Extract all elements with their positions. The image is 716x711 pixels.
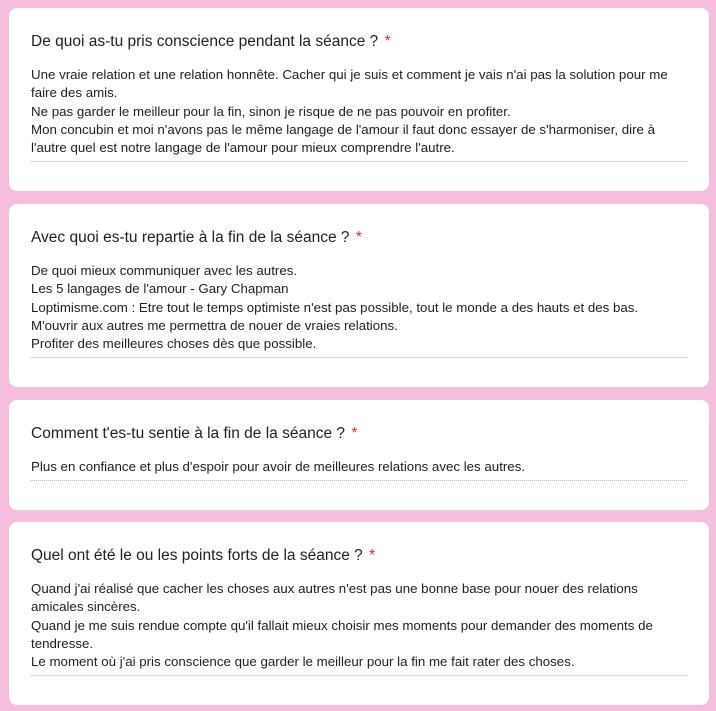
answer-line: De quoi mieux communiquer avec les autres. bbox=[31, 263, 298, 278]
question-card-2 bbox=[9, 204, 709, 387]
answer-line: Quand j'ai réalisé que cacher les choses aux autres n'est pas une bonne base pour nouer des relations amicales sincères. bbox=[31, 581, 638, 615]
answer-line: Plus en confiance et plus d'espoir pour avoir de meilleures relations avec les autres. bbox=[31, 459, 526, 474]
answer-line: Profiter des meilleures choses dès que possible. bbox=[31, 336, 317, 352]
answer-textarea-4[interactable] bbox=[31, 580, 687, 676]
answer-textarea-1[interactable] bbox=[31, 66, 687, 162]
question-title-2: Avec quoi es-tu repartie à la fin de la séance ? * bbox=[31, 229, 362, 246]
answer-line: Quand je me suis rendue compte qu'il fallait mieux choisir mes moments pour demander des moments de tendresse. bbox=[31, 617, 653, 651]
required-asterisk: * bbox=[384, 33, 391, 50]
answer-line: Les 5 langages de l'amour - Gary Chapman bbox=[31, 281, 289, 297]
answer-line: Le moment où j'ai pris conscience que garder le meilleur pour la fin me fait rater des choses. bbox=[31, 654, 575, 670]
question-card-3 bbox=[9, 400, 709, 510]
question-card-4 bbox=[9, 522, 709, 705]
answer-line: Ne pas garder le meilleur pour la fin, sinon je risque de ne pas pouvoir en profiter. bbox=[31, 103, 511, 119]
question-title-3: Comment t'es-tu sentie à la fin de la séance ? * bbox=[31, 425, 358, 442]
question-title-4: Quel ont été le ou les points forts de la séance ? * bbox=[31, 547, 376, 564]
answer-textarea-3[interactable] bbox=[31, 458, 687, 481]
question-title-1: De quoi as-tu pris conscience pendant la séance ? * bbox=[31, 33, 391, 50]
required-asterisk: * bbox=[355, 229, 362, 246]
required-asterisk: * bbox=[351, 425, 358, 442]
answer-textarea-2[interactable] bbox=[31, 262, 687, 358]
answer-line: M'ouvrir aux autres me permettra de nouer de vraies relations. bbox=[31, 317, 398, 333]
answer-line: Mon concubin et moi n'avons pas le même langage de l'amour il faut donc essayer de s'harmoniser, dire à l'autre quel est notre langage de l'amour pour mieux comprendre l'autre. bbox=[31, 121, 656, 156]
answer-line: Une vraie relation et une relation honnête. Cacher qui je suis et comment je vais n'ai pas la solution pour me faire des amis. bbox=[31, 67, 668, 101]
answer-line: Loptimisme.com : Etre tout le temps optimiste n'est pas possible, tout le monde a des hauts et des bas. bbox=[31, 299, 639, 315]
required-asterisk: * bbox=[369, 547, 376, 564]
question-card-1 bbox=[9, 8, 709, 191]
